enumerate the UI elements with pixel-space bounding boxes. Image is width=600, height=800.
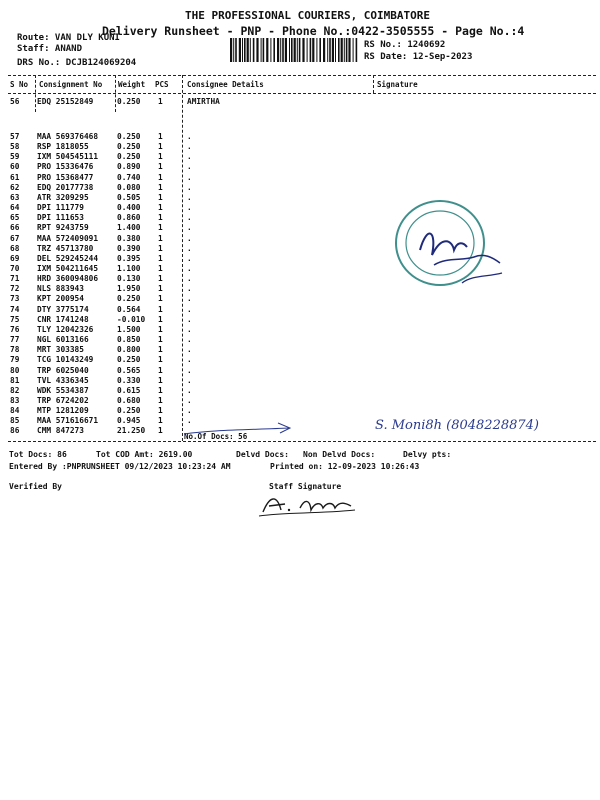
delivery-stamp	[392, 195, 512, 295]
row-pcs: 1	[158, 253, 163, 263]
row-consignee: .	[187, 385, 192, 395]
row-sno: 61	[10, 172, 20, 182]
row-consignment: TVL 4336345	[37, 375, 89, 385]
row-sno: 68	[10, 243, 20, 253]
row-consignment: NLS 883943	[37, 284, 84, 294]
row-sno: 65	[10, 213, 20, 223]
row-sno: 74	[10, 304, 20, 314]
row-pcs: 1	[158, 335, 163, 344]
row-consignment: MTP 1281209	[37, 406, 89, 416]
row-consignee: .	[187, 294, 192, 304]
row-consignee: .	[187, 152, 192, 162]
row-weight: 0.564	[117, 304, 141, 314]
row-pcs: 1	[158, 264, 163, 273]
row-pcs: 1	[158, 314, 163, 324]
row-consignee: .	[187, 182, 192, 192]
barcode-image	[230, 38, 360, 62]
row-sno: 64	[10, 203, 20, 213]
row-consignment: IXM 504545111	[37, 152, 99, 162]
row-weight: 0.800	[117, 345, 141, 355]
row-consignee: .	[187, 284, 192, 294]
row-consignment: DTY 3775174	[37, 304, 89, 314]
row-weight: 1.100	[117, 264, 141, 273]
row-pcs: 1	[158, 203, 163, 213]
row-sno: 57	[10, 132, 20, 141]
row-sno: 73	[10, 294, 20, 304]
row-consignment: PRO 15368477	[37, 172, 94, 182]
non-delivered-docs: Non Delvd Docs:	[303, 450, 376, 459]
row-sno: 76	[10, 324, 20, 334]
row-weight: 0.250	[117, 152, 141, 162]
row-consignment: MAA 572409091	[37, 233, 99, 243]
row-sno: 85	[10, 416, 20, 426]
row-pcs: 1	[158, 365, 163, 375]
row-weight: 1.950	[117, 284, 141, 294]
row-consignee: .	[187, 365, 192, 375]
first-row-sno: 56	[10, 97, 20, 106]
row-consignment: DPI 111653	[37, 213, 84, 223]
row-sno: 83	[10, 395, 20, 405]
row-consignment: CNR 1741248	[37, 314, 89, 324]
row-sno: 81	[10, 375, 20, 385]
row-consignment: TRP 6724202	[37, 395, 89, 405]
row-pcs: 1	[158, 233, 163, 243]
row-consignee: .	[187, 233, 192, 243]
row-sno: 66	[10, 223, 20, 233]
row-sno: 69	[10, 253, 20, 263]
runsheet-subtitle: Delivery Runsheet - PNP - Phone No.:0422-3505555 - Page No.:4	[102, 24, 525, 38]
row-weight: 21.250	[117, 426, 146, 436]
no-of-docs: No.Of Docs: 56	[184, 432, 248, 441]
row-sno: 79	[10, 355, 20, 365]
row-weight: 0.945	[117, 416, 141, 426]
table-bottom-rule	[8, 441, 596, 442]
row-pcs: 1	[158, 284, 163, 294]
row-consignment: TCG 10143249	[37, 355, 94, 365]
row-consignment: IXM 504211645	[37, 264, 99, 273]
col-divider	[35, 75, 36, 112]
row-consignment: ATR 3209295	[37, 192, 89, 202]
row-consignment: RPT 9243759	[37, 223, 89, 233]
row-pcs: 1	[158, 192, 163, 202]
row-consignee: .	[187, 213, 192, 223]
row-consignment: DEL 529245244	[37, 253, 99, 263]
row-consignment: TRP 6025040	[37, 365, 89, 375]
row-weight: 0.615	[117, 385, 141, 395]
row-consignment: MAA 569376468	[37, 132, 99, 141]
col-header-sno: S No	[10, 80, 29, 89]
staff-signature-label: Staff Signature	[269, 482, 342, 491]
row-sno: 62	[10, 182, 20, 192]
row-consignment: CMM 847273	[37, 426, 84, 436]
row-consignee: .	[187, 324, 192, 334]
row-weight: 0.250	[117, 355, 141, 365]
table-top-rule	[8, 75, 596, 76]
row-consignee: .	[187, 345, 192, 355]
row-pcs: 1	[158, 406, 163, 416]
row-pcs: 1	[158, 152, 163, 162]
row-consignment: MAA 571616671	[37, 416, 99, 426]
row-sno: 80	[10, 365, 20, 375]
row-consignment: RSP 1818055	[37, 142, 89, 152]
row-consignee: .	[187, 142, 192, 152]
row-weight: -0.010	[117, 314, 146, 324]
row-consignee: .	[187, 132, 192, 141]
row-weight: 0.080	[117, 182, 141, 192]
row-pcs: 1	[158, 355, 163, 365]
row-pcs: 1	[158, 385, 163, 395]
row-weight: 0.380	[117, 233, 141, 243]
row-consignment: MRT 303385	[37, 345, 84, 355]
row-pcs: 1	[158, 426, 163, 436]
row-sno: 59	[10, 152, 20, 162]
company-title: THE PROFESSIONAL COURIERS, COIMBATORE	[185, 9, 431, 22]
row-sno: 84	[10, 406, 20, 416]
row-pcs: 1	[158, 162, 163, 172]
drs-number: DRS No.: DCJB124069204	[17, 58, 137, 68]
row-sno: 86	[10, 426, 20, 436]
row-consignment: HRD 360094806	[37, 274, 99, 284]
row-consignee: .	[187, 253, 192, 263]
row-weight: 0.850	[117, 335, 141, 344]
row-consignee: .	[187, 375, 192, 385]
receiver-handwriting: S. Moni8h (8048228874)	[375, 418, 540, 433]
first-row-pcs: 1	[158, 97, 163, 106]
col-header-consignee: Consignee Details	[187, 80, 264, 89]
col-divider	[115, 75, 116, 112]
row-pcs: 1	[158, 395, 163, 405]
row-consignee: .	[187, 335, 192, 344]
row-pcs: 1	[158, 324, 163, 334]
row-consignee: .	[187, 304, 192, 314]
entered-by: Entered By :PNPRUNSHEET 09/12/2023 10:23:24 AM	[9, 462, 231, 471]
row-pcs: 1	[158, 243, 163, 253]
row-sno: 71	[10, 274, 20, 284]
staff-signature-scribble	[255, 490, 365, 520]
row-consignment: PRO 15336476	[37, 162, 94, 172]
delivered-docs: Delvd Docs:	[236, 450, 289, 459]
staff-label: Staff: ANAND	[17, 44, 83, 54]
row-consignee: .	[187, 355, 192, 365]
row-consignee: .	[187, 162, 192, 172]
row-weight: 0.890	[117, 162, 141, 172]
row-sno: 58	[10, 142, 20, 152]
row-pcs: 1	[158, 132, 163, 141]
row-sno: 60	[10, 162, 20, 172]
rs-date: RS Date: 12-Sep-2023	[364, 52, 473, 62]
row-pcs: 1	[158, 142, 163, 152]
row-pcs: 1	[158, 223, 163, 233]
row-weight: 0.250	[117, 406, 141, 416]
row-consignee: .	[187, 203, 192, 213]
row-weight: 0.400	[117, 203, 141, 213]
total-docs: Tot Docs: 86	[9, 450, 67, 459]
row-weight: 0.680	[117, 395, 141, 405]
row-consignment: EDQ 20177738	[37, 182, 94, 192]
row-weight: 1.400	[117, 223, 141, 233]
row-weight: 0.250	[117, 142, 141, 152]
row-weight: 0.395	[117, 253, 141, 263]
row-consignee: .	[187, 223, 192, 233]
row-weight: 0.330	[117, 375, 141, 385]
col-header-signature: Signature	[377, 80, 418, 89]
row-consignment: DPI 111779	[37, 203, 84, 213]
row-pcs: 1	[158, 274, 163, 284]
row-sno: 70	[10, 264, 20, 273]
row-weight: 0.130	[117, 274, 141, 284]
col-header-weight: Weight	[118, 80, 146, 89]
row-sno: 77	[10, 335, 20, 344]
row-weight: 0.740	[117, 172, 141, 182]
row-consignee: .	[187, 192, 192, 202]
row-sno: 82	[10, 385, 20, 395]
row-consignee: .	[187, 314, 192, 324]
row-consignee: .	[187, 172, 192, 182]
row-sno: 78	[10, 345, 20, 355]
row-sno: 63	[10, 192, 20, 202]
total-cod-amount: Tot COD Amt: 2619.00	[96, 450, 193, 459]
row-pcs: 1	[158, 304, 163, 314]
col-divider	[373, 75, 374, 93]
row-weight: 0.390	[117, 243, 141, 253]
row-pcs: 1	[158, 294, 163, 304]
row-sno: 72	[10, 284, 20, 294]
verified-by: Verified By	[9, 482, 62, 491]
row-weight: 0.505	[117, 192, 141, 202]
row-consignment: WDK 5534387	[37, 385, 89, 395]
row-consignment: NGL 6013166	[37, 335, 89, 344]
col-header-pcs: PCS	[155, 80, 169, 89]
col-divider	[182, 75, 183, 441]
header-bottom-rule	[8, 93, 596, 94]
row-pcs: 1	[158, 345, 163, 355]
row-weight: 0.250	[117, 294, 141, 304]
first-row-weight: 0.250	[117, 97, 141, 106]
row-pcs: 1	[158, 416, 163, 426]
printed-on: Printed on: 12-09-2023 10:26:43	[270, 462, 420, 471]
delivery-points: Delvy pts:	[403, 450, 452, 459]
row-pcs: 1	[158, 172, 163, 182]
row-sno: 67	[10, 233, 20, 243]
row-consignment: TLY 12042326	[37, 324, 94, 334]
row-weight: 1.500	[117, 324, 141, 334]
first-row-consignment: EDQ 25152849	[37, 97, 94, 106]
row-weight: 0.250	[117, 132, 141, 141]
row-consignee: .	[187, 406, 192, 416]
row-weight: 0.565	[117, 365, 141, 375]
col-header-consignment: Consignment No	[39, 80, 103, 89]
row-consignment: TRZ 45713780	[37, 243, 94, 253]
row-pcs: 1	[158, 182, 163, 192]
row-consignee: .	[187, 274, 192, 284]
row-consignment: KPT 200954	[37, 294, 84, 304]
route-label: Route: VAN DLY KUNI	[17, 33, 120, 43]
row-consignee: .	[187, 395, 192, 405]
row-consignee: .	[187, 264, 192, 273]
row-pcs: 1	[158, 213, 163, 223]
row-weight: 0.860	[117, 213, 141, 223]
first-row-consignee: AMIRTHA	[187, 97, 220, 106]
handwritten-arrow	[182, 418, 297, 440]
rs-number: RS No.: 1240692	[364, 40, 446, 50]
row-pcs: 1	[158, 375, 163, 385]
row-sno: 75	[10, 314, 20, 324]
row-consignee: .	[187, 243, 192, 253]
row-consignee: .	[187, 416, 192, 426]
